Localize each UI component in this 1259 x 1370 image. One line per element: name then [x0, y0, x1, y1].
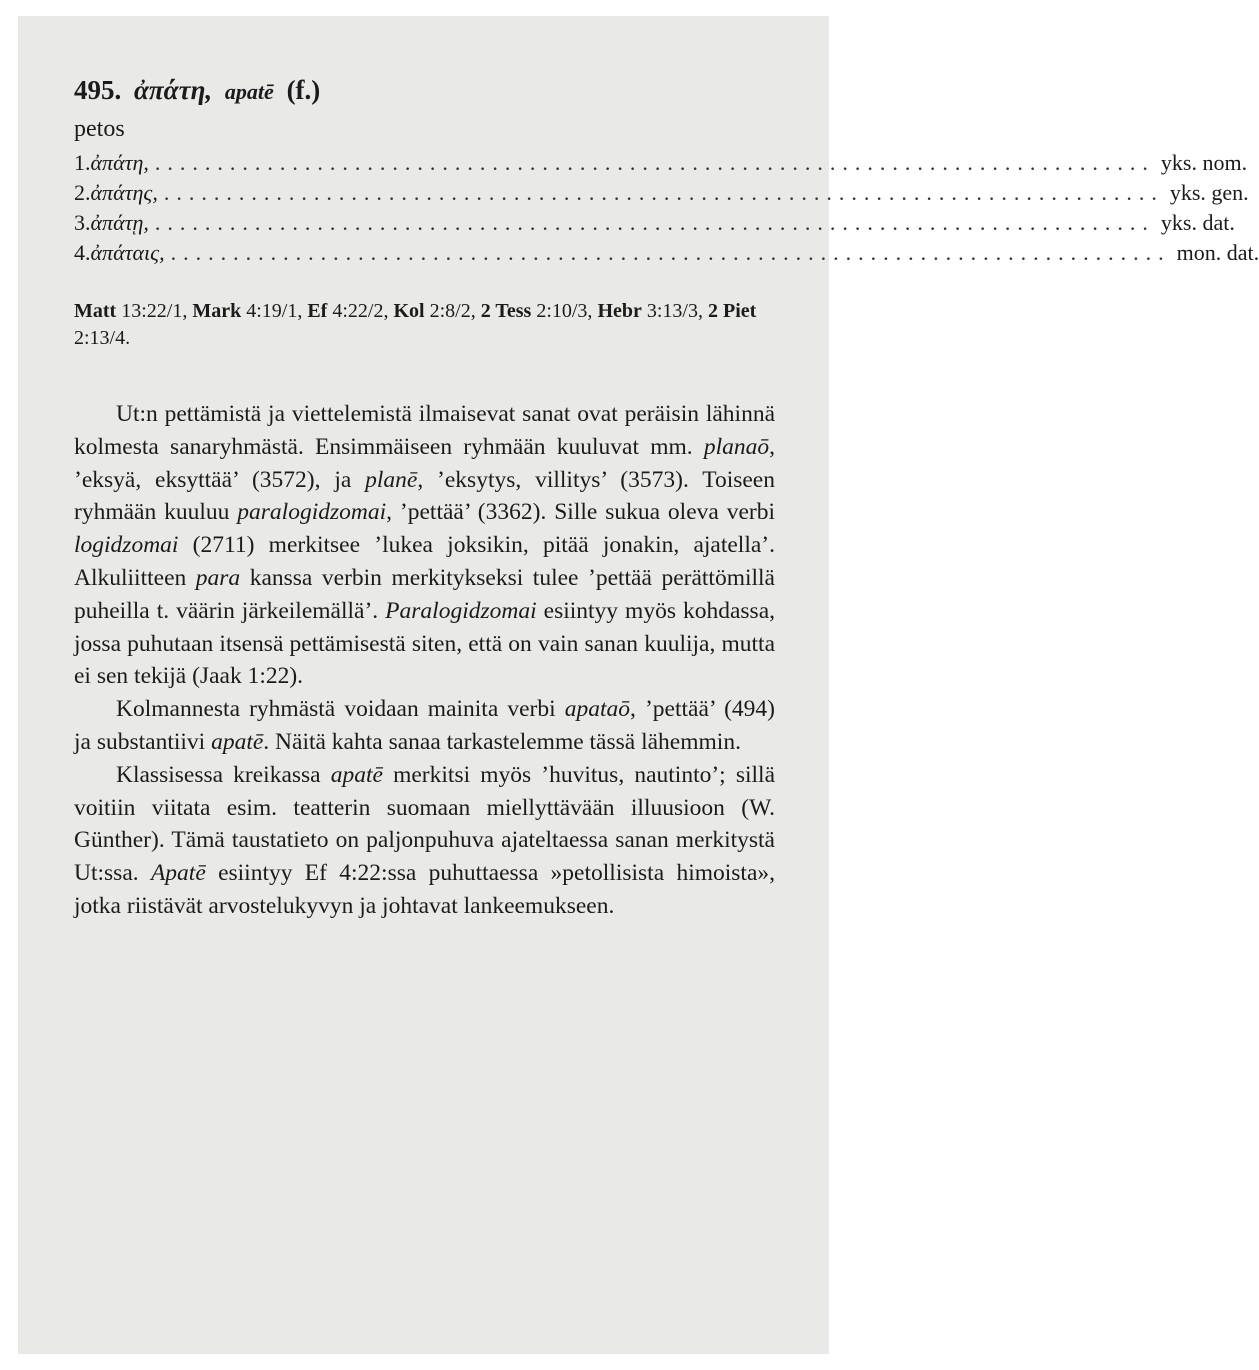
reference-location: 4:22/2,: [332, 300, 389, 322]
entry-transliteration: apatē: [224, 79, 274, 104]
italic-term: Apatē: [150, 860, 206, 887]
reference-book: Matt: [74, 300, 117, 322]
text-run: Ut:n pettämistä ja viettelemistä ilmaisevat sanat ovat peräisin lähinnä kolmesta sanaryhmästä. Ensimmäiseen ryhmään kuuluvat mm.: [74, 401, 775, 460]
inflection-row: [74, 238, 1259, 268]
paragraph: [74, 398, 775, 693]
italic-term: paralogidzomai: [237, 499, 387, 526]
text-run: , ’pettää’ (494) ja substantiivi: [74, 696, 775, 755]
scripture-references: [74, 298, 781, 352]
text-run: , ’pettää’ (3362). Sille sukua oleva verbi: [386, 499, 775, 526]
reference-location: 4:19/1,: [246, 300, 303, 322]
inflection-case: mon. dat.: [1176, 240, 1259, 265]
italic-term: apatē: [211, 728, 264, 755]
dot-leader: ................................................................................: [163, 180, 1164, 205]
inflection-word: ἀπάτης,: [90, 180, 158, 205]
text-run: esiintyy myös kohdassa, jossa puhutaan itsensä pettämisestä siten, että on vain sanan kuulija, mutta ei sen tekijä (Jaak 1:22).: [74, 597, 775, 690]
italic-term: planaō: [703, 433, 770, 460]
entry-gloss: petos: [74, 116, 125, 142]
italic-term: apatē: [330, 761, 383, 788]
inflection-row: [74, 148, 1248, 178]
inflection-case: yks. gen.: [1169, 180, 1249, 205]
text-run: , ’eksytys, villitys’ (3573). Toiseen ryhmään kuuluu: [74, 466, 775, 526]
italic-term: planē: [365, 466, 418, 493]
inflection-index: 3.: [74, 210, 91, 235]
entry-greek-word: ἀπάτη,: [134, 75, 213, 105]
article-body: [74, 398, 781, 923]
book-page: [18, 16, 1259, 1354]
reference-location: 13:22/1,: [121, 300, 188, 322]
inflection-index: 4.: [74, 240, 91, 265]
entry-heading: [74, 74, 781, 108]
inflection-index: 1.: [74, 150, 91, 175]
text-run: esiintyy Ef 4:22:ssa puhuttaessa »petollisista himoista», jotka riistävät arvostelukyvyn ja johtavat lankeemukseen.: [74, 860, 776, 919]
inflection-word: ἀπάτῃ,: [90, 210, 149, 235]
italic-term: para: [195, 564, 241, 591]
entry-gender: (f.): [286, 75, 321, 105]
italic-term: logidzomai: [74, 532, 179, 559]
text-run: kanssa verbin merkitykseksi tulee ’pettää perättömillä puheilla t. väärin järkeilemällä’.: [74, 564, 775, 624]
inflection-index: 2.: [74, 180, 91, 205]
text-run: Kolmannesta ryhmästä voidaan mainita verbi: [116, 696, 565, 723]
italic-term: apataō: [564, 696, 631, 723]
text-run: . Näitä kahta sanaa tarkastelemme tässä lähemmin.: [263, 728, 741, 755]
entry-number: 495.: [74, 75, 122, 105]
italic-term: Paralogidzomai: [385, 597, 537, 624]
dot-leader: ................................................................................: [170, 240, 1171, 265]
inflection-case: yks. dat.: [1160, 210, 1235, 235]
reference-book: Mark: [192, 300, 242, 322]
inflection-word: ἀπάταις,: [90, 240, 165, 265]
reference-book: Hebr: [597, 300, 642, 322]
inflection-word: ἀπάτη,: [90, 150, 149, 175]
reference-book: Ef: [307, 300, 328, 322]
text-run: , ’eksyä, eksyttää’ (3572), ja: [74, 433, 775, 493]
reference-location: 2:13/4.: [74, 327, 131, 349]
reference-book: Kol: [393, 300, 425, 322]
reference-location: 2:8/2,: [429, 300, 476, 322]
dot-leader: ................................................................................: [154, 150, 1155, 175]
reference-location: 3:13/3,: [646, 300, 703, 322]
reference-location: 2:10/3,: [536, 300, 593, 322]
text-run: merkitsi myös ’huvitus, nautinto’; sillä voitiin viitata esim. teatterin suomaan miellyttävään illuusioon (W. Günther). Tämä taustatieto on paljonpuhuva ajateltaessa sanan merkitystä Ut:ssa.: [74, 761, 775, 887]
paragraph: [74, 759, 775, 923]
text-run: (2711) merkitsee ’lukea joksikin, pitää jonakin, ajatella’. Alkuliitteen: [74, 532, 775, 591]
reference-book: 2 Tess: [480, 300, 532, 322]
dot-leader: ................................................................................: [154, 210, 1155, 235]
inflection-list: [74, 148, 1259, 268]
text-run: Klassisessa kreikassa: [116, 761, 331, 788]
paragraph: [74, 693, 775, 759]
inflection-case: yks. nom.: [1160, 150, 1248, 175]
reference-book: 2 Piet: [708, 300, 757, 322]
inflection-row: [74, 208, 1235, 238]
inflection-row: [74, 178, 1249, 208]
